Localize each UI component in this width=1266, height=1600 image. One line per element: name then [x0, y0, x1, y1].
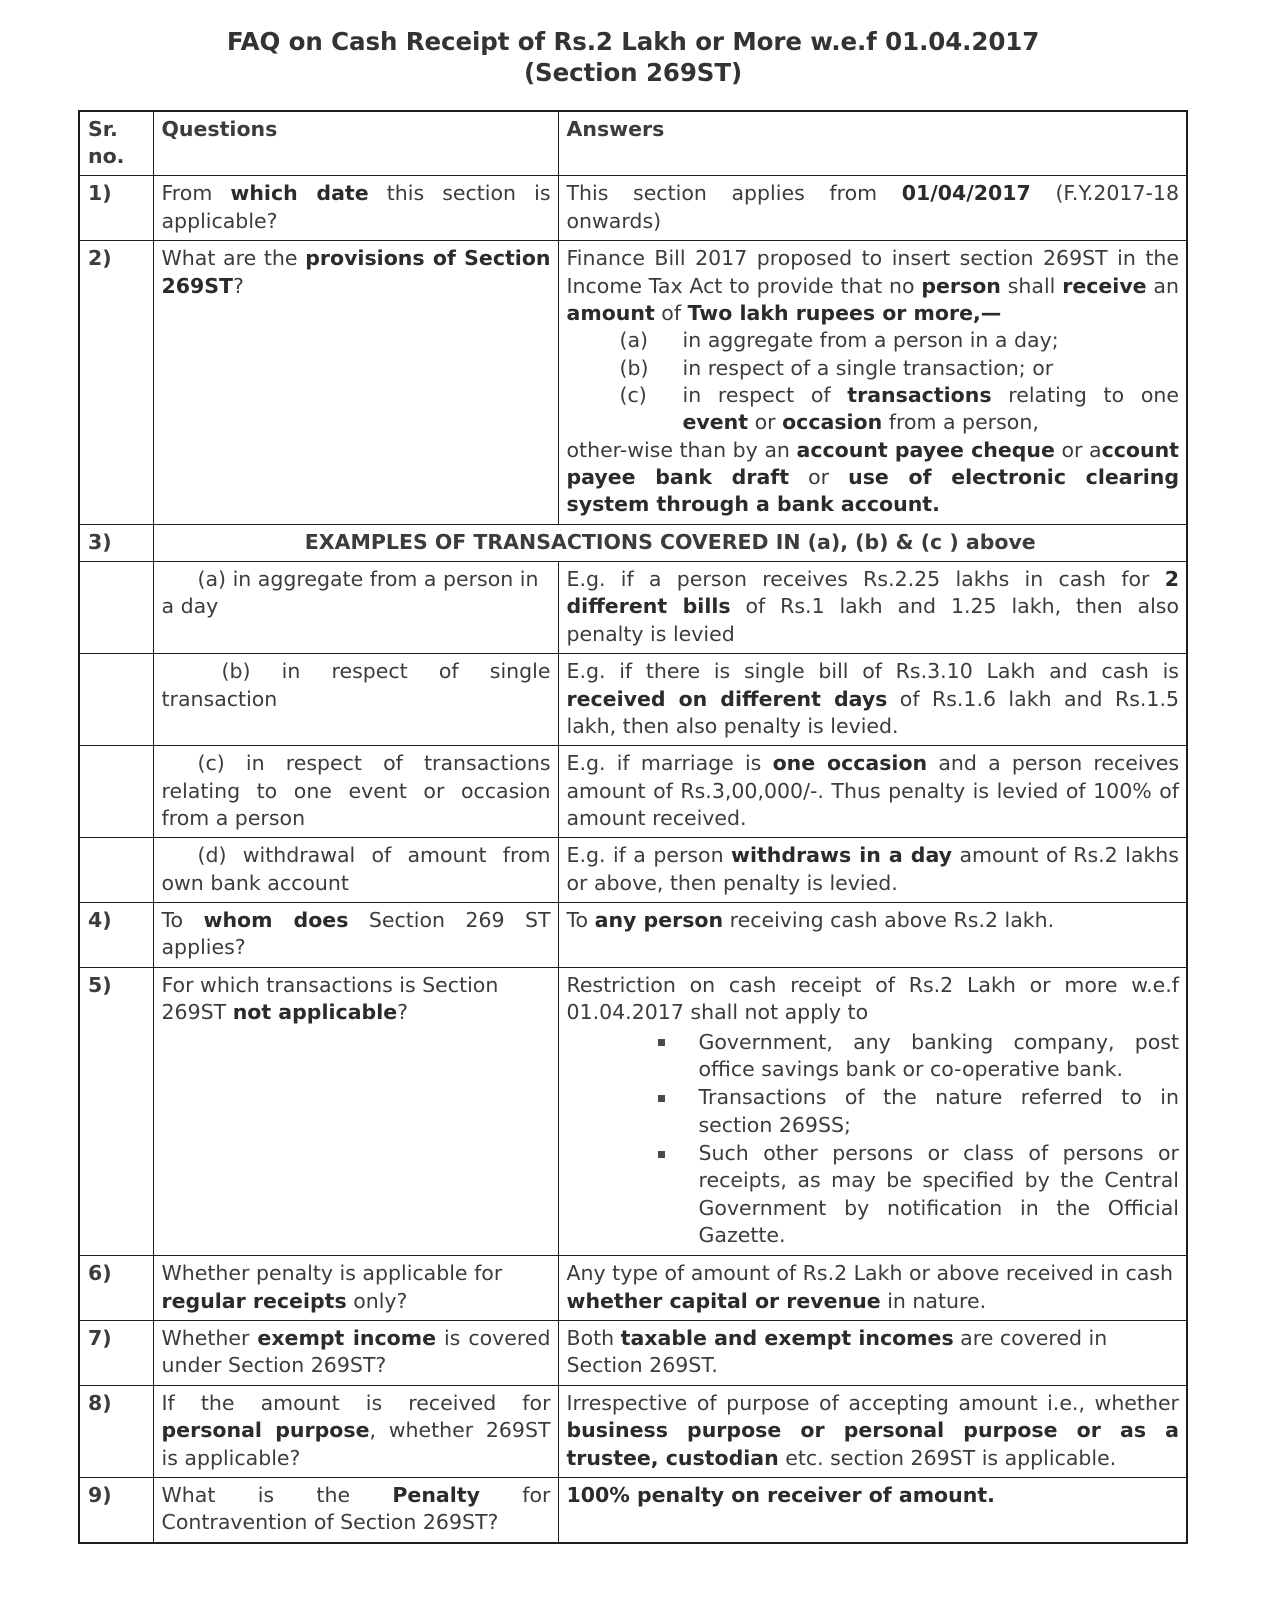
column-header-answers: Answers	[558, 111, 1187, 176]
table-header-row	[79, 111, 1187, 176]
list-item-text: in respect of a single transaction; or	[682, 355, 1054, 380]
table-section-row	[79, 524, 1187, 561]
row-question: From which date this section is applicable?	[153, 176, 558, 241]
answer-exception-list	[567, 1029, 1180, 1250]
list-item	[567, 1140, 1180, 1249]
row-question	[153, 654, 558, 746]
square-bullet-icon	[658, 1095, 665, 1102]
table-row	[79, 241, 1187, 525]
answer-intro: Restriction on cash receipt of Rs.2 Lakh or more w.e.f 01.04.2017 shall not apply to	[566, 972, 1179, 1025]
row-answer	[558, 241, 1187, 525]
table-row	[79, 746, 1187, 838]
row-question: For which transactions is Section 269ST not applicable?	[153, 967, 558, 1256]
row-question	[153, 746, 558, 838]
list-item	[567, 382, 1180, 437]
row-sr-no: 7)	[79, 1321, 153, 1386]
square-bullet-icon	[658, 1151, 665, 1158]
row-question-text: (d) withdrawal of amount from own bank account	[161, 843, 551, 895]
list-item	[567, 327, 1180, 354]
answer-outro: other-wise than by an account payee cheque or account payee bank draft or use of electronic clearing system through a bank account.	[566, 437, 1179, 517]
row-question-text: (b) in respect of single transaction	[161, 659, 551, 711]
section-heading: EXAMPLES OF TRANSACTIONS COVERED IN (a), (b) & (c ) above	[153, 524, 1187, 561]
row-question: To whom does Section 269 ST applies?	[153, 903, 558, 968]
row-answer: This section applies from 01/04/2017 (F.Y.2017-18 onwards)	[558, 176, 1187, 241]
row-question-text: (c) in respect of transactions relating to one event or occasion from a person	[161, 751, 551, 830]
row-answer: 100% penalty on receiver of amount.	[558, 1477, 1187, 1542]
list-item-text: Such other persons or class of persons or receipts, as may be specified by the Central Government by notification in the Official Gazette.	[698, 1140, 1179, 1248]
list-item	[567, 1084, 1180, 1139]
row-sr-no	[79, 654, 153, 746]
table-row	[79, 654, 1187, 746]
row-answer: Both taxable and exempt incomes are covered in Section 269ST.	[558, 1321, 1187, 1386]
row-answer: E.g. if a person receives Rs.2.25 lakhs in cash for 2 different bills of Rs.1 lakh and 1.25 lakh, then also penalty is levied	[558, 562, 1187, 654]
list-item-text: Government, any banking company, post office savings bank or co-operative bank.	[698, 1029, 1179, 1081]
table-row	[79, 1385, 1187, 1477]
row-sr-no	[79, 838, 153, 903]
row-sr-no: 9)	[79, 1477, 153, 1542]
table-row	[79, 967, 1187, 1256]
table-row	[79, 176, 1187, 241]
row-answer: E.g. if there is single bill of Rs.3.10 Lakh and cash is received on different days of Rs.1.6 lakh and Rs.1.5 lakh, then also penalty is levied.	[558, 654, 1187, 746]
row-sr-no: 3)	[79, 524, 153, 561]
row-question: What is the Penalty for Contravention of Section 269ST?	[153, 1477, 558, 1542]
row-question: Whether exempt income is covered under Section 269ST?	[153, 1321, 558, 1386]
row-sr-no: 6)	[79, 1256, 153, 1321]
list-item	[567, 1029, 1180, 1084]
list-item	[567, 355, 1180, 382]
list-item-marker: (a)	[619, 328, 649, 353]
list-item-marker: (b)	[619, 355, 649, 380]
table-row	[79, 1321, 1187, 1386]
list-item-marker: (c)	[619, 382, 647, 407]
answer-clause-list	[567, 327, 1180, 436]
answer-intro: Finance Bill 2017 proposed to insert section 269ST in the Income Tax Act to provide that no person shall receive an amount of Two lakh rupees or more,—	[566, 246, 1179, 325]
square-bullet-icon	[658, 1039, 665, 1046]
column-header-sr-line2: no.	[88, 144, 125, 169]
row-sr-no: 1)	[79, 176, 153, 241]
page-title-line-2: (Section 269ST)	[523, 58, 743, 88]
row-question	[153, 838, 558, 903]
row-question	[153, 562, 558, 654]
list-item-text: in respect of transactions relating to one event or occasion from a person,	[682, 382, 1179, 435]
column-header-sr-line1: Sr.	[88, 116, 118, 141]
row-answer: Irrespective of purpose of accepting amount i.e., whether business purpose or personal purpose or as a trustee, custodian etc. section 269ST is applicable.	[558, 1385, 1187, 1477]
row-sr-no: 4)	[79, 903, 153, 968]
page-title-line-1: FAQ on Cash Receipt of Rs.2 Lakh or More w.e.f 01.04.2017	[226, 27, 1040, 56]
row-sr-no: 5)	[79, 967, 153, 1256]
table-row	[79, 1477, 1187, 1542]
table-row	[79, 562, 1187, 654]
table-row	[79, 838, 1187, 903]
row-answer: E.g. if marriage is one occasion and a person receives amount of Rs.3,00,000/-. Thus penalty is levied of 100% of amount received.	[558, 746, 1187, 838]
row-answer: E.g. if a person withdraws in a day amount of Rs.2 lakhs or above, then penalty is levied.	[558, 838, 1187, 903]
row-answer	[558, 967, 1187, 1256]
page-title	[0, 0, 1266, 89]
table-row	[79, 903, 1187, 968]
row-sr-no: 2)	[79, 241, 153, 525]
list-item-text: in aggregate from a person in a day;	[682, 328, 1059, 353]
row-question: Whether penalty is applicable for regular receipts only?	[153, 1256, 558, 1321]
list-item-text: Transactions of the nature referred to in section 269SS;	[698, 1085, 1179, 1137]
column-header-questions: Questions	[153, 111, 558, 176]
faq-table	[78, 110, 1188, 1544]
row-answer: Any type of amount of Rs.2 Lakh or above received in cash whether capital or revenue in nature.	[558, 1256, 1187, 1321]
row-question: What are the provisions of Section 269ST?	[153, 241, 558, 525]
table-row	[79, 1256, 1187, 1321]
row-question-text: (a) in aggregate from a person in a day	[161, 567, 539, 619]
row-sr-no	[79, 746, 153, 838]
row-answer: To any person receiving cash above Rs.2 lakh.	[558, 903, 1187, 968]
column-header-sr-no	[79, 111, 153, 176]
row-sr-no: 8)	[79, 1385, 153, 1477]
row-question: If the amount is received for personal purpose, whether 269ST is applicable?	[153, 1385, 558, 1477]
row-sr-no	[79, 562, 153, 654]
